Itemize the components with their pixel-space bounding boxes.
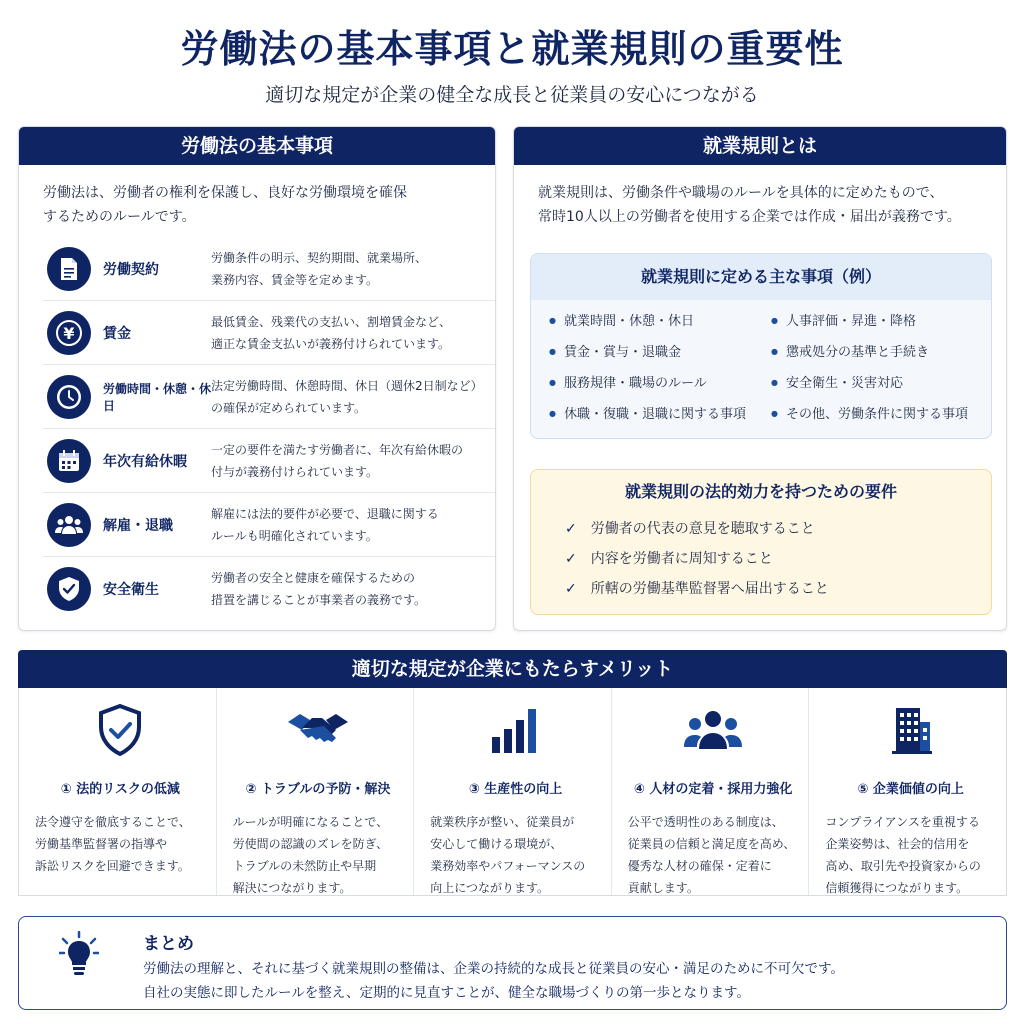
law-item-name: 年次有給休暇 — [103, 453, 187, 470]
merit-desc: コンプライアンスを重視する 企業姿勢は、社会的信用を 高め、取引先や投資家からの 信頼獲得につながります。 — [825, 815, 981, 895]
merit-desc: 法令遵守を徹底することで、 労働基準監督署の指導や 訴訟リスクを回避できます。 — [35, 815, 191, 873]
merit-card-trouble — [217, 688, 415, 895]
labor-law-heading: 労働法の基本事項 — [19, 127, 495, 165]
merit-card-legal-risk — [19, 688, 217, 895]
law-item-safety — [43, 557, 495, 621]
document-icon — [47, 247, 91, 291]
requirements-box — [530, 469, 992, 615]
merit-desc: 就業秩序が整い、従業員が 安心して働ける環境が、 業務効率やパフォーマンスの 向上につながります。 — [430, 815, 586, 895]
shield-check-icon — [35, 702, 206, 758]
yen-icon — [47, 311, 91, 355]
law-item-wage — [43, 301, 495, 365]
team-icon — [628, 702, 799, 758]
law-item-name: 解雇・退職 — [103, 517, 173, 534]
labor-law-intro — [19, 165, 495, 229]
merit-title: ③ 生産性の向上 — [468, 782, 563, 797]
requirements-list — [531, 514, 991, 604]
law-item-name: 賃金 — [103, 325, 131, 342]
list-item: ● 安全衛生・災害対応 — [771, 372, 993, 395]
list-item: ● 懲戒処分の基準と手続き — [771, 341, 993, 364]
merit-card-talent — [612, 688, 810, 895]
merits-heading: 適切な規定が企業にもたらすメリット — [18, 650, 1007, 688]
list-item: ● 休職・復職・退職に関する事項 — [549, 403, 771, 426]
merits-row — [18, 688, 1007, 896]
labor-law-list — [43, 237, 495, 621]
merit-desc: ルールが明確になることで、 労使間の認識のズレを防ぎ、 トラブルの未然防止や早期 解決につながります。 — [232, 815, 389, 895]
merit-title: ④ 人材の定着・採用力強化 — [633, 782, 793, 797]
intro-line: するためのルールです。 — [43, 209, 196, 225]
law-item-desc: 労働条件の明示、契約期間、就業場所、 業務内容、賃金等を定めます。 — [211, 250, 428, 287]
law-item-name: 労働時間・休憩・休日 — [103, 381, 212, 413]
law-item-name: 労働契約 — [103, 261, 159, 278]
merit-card-corporate-value — [809, 688, 1006, 895]
law-item-desc: 労働者の安全と健康を確保するための 措置を講じることが事業者の義務です。 — [211, 571, 427, 607]
checkmark-icon: ✓ — [565, 551, 577, 567]
law-item-desc: 解雇には法的要件が必要で、退職に関する ルールも明確化されています。 — [211, 506, 439, 543]
list-item: ● その他、労働条件に関する事項 — [771, 403, 993, 426]
merit-title: ⑤ 企業価値の向上 — [857, 782, 964, 797]
law-item-dismissal — [43, 493, 495, 557]
law-item-desc: 最低賃金、残業代の支払い、割増賃金など、 適正な賃金支払いが義務付けられています。 — [211, 314, 452, 351]
list-item: ✓ 労働者の代表の意見を聴取すること — [565, 521, 815, 537]
merit-card-productivity — [414, 688, 612, 895]
merit-desc: 公平で透明性のある制度は、 従業員の信頼と満足度を高め、 優秀な人材の確保・定着に 貢献します。 — [627, 815, 796, 895]
building-icon — [825, 702, 996, 758]
work-rules-panel — [513, 126, 1007, 631]
list-item: ● 就業時間・休憩・休日 — [549, 310, 771, 333]
list-item: ✓ 所轄の労働基準監督署へ届出すること — [565, 581, 829, 597]
list-item: ● 服務規律・職場のルール — [549, 372, 771, 395]
work-rules-items-box — [530, 253, 992, 439]
intro-line: 就業規則は、労働条件や職場のルールを具体的に定めたもので、 — [538, 185, 944, 201]
list-item: ● 人事評価・昇進・降格 — [771, 310, 993, 333]
svg-text:¥: ¥ — [63, 323, 75, 343]
labor-law-panel — [18, 126, 496, 631]
summary-line: 労働法の理解と、それに基づく就業規則の整備は、企業の持続的な成長と従業員の安心・満足のために不可欠です。 — [143, 961, 844, 977]
law-item-paid-leave — [43, 429, 495, 493]
summary-box — [18, 916, 1007, 1010]
requirements-heading: 就業規則の法的効力を持つための要件 — [624, 482, 897, 501]
bar-chart-icon — [430, 702, 601, 758]
merit-title: ① 法的リスクの低減 — [60, 782, 180, 797]
page-title: 労働法の基本事項と就業規則の重要性 — [180, 27, 844, 71]
people-icon — [47, 503, 91, 547]
items-grid — [531, 300, 991, 426]
list-item: ● 賃金・賞与・退職金 — [549, 341, 771, 364]
clock-icon — [47, 375, 91, 419]
items-box-heading: 就業規則に定める主な事項（例） — [531, 254, 991, 300]
law-item-name: 安全衛生 — [103, 582, 159, 598]
law-item-desc: 一定の要件を満たす労働者に、年次有給休暇の 付与が義務付けられています。 — [211, 442, 464, 479]
summary-title: まとめ — [143, 934, 194, 954]
work-rules-heading: 就業規則とは — [514, 127, 1006, 165]
merit-title: ② トラブルの予防・解決 — [245, 782, 391, 797]
law-item-contract — [43, 237, 495, 301]
checkmark-icon: ✓ — [565, 581, 577, 597]
work-rules-intro — [514, 165, 1006, 229]
handshake-icon — [233, 702, 404, 758]
law-item-desc: 法定労働時間、休憩時間、休日（週休2日制など） の確保が定められています。 — [211, 378, 483, 415]
page-subtitle: 適切な規定が企業の健全な成長と従業員の安心につながる — [265, 84, 759, 106]
intro-line: 労働法は、労働者の権利を保護し、良好な労働環境を確保 — [43, 185, 407, 201]
summary-text — [143, 957, 844, 1005]
lightbulb-icon — [59, 931, 99, 981]
intro-line: 常時10人以上の労働者を使用する企業では作成・届出が義務です。 — [538, 209, 961, 225]
shield-icon — [47, 567, 91, 611]
law-item-hours — [43, 365, 495, 429]
checkmark-icon: ✓ — [565, 521, 577, 537]
summary-line: 自社の実態に即したルールを整え、定期的に見直すことが、健全な職場づくりの第一歩となります。 — [143, 985, 750, 1001]
list-item: ✓ 内容を労働者に周知すること — [565, 551, 773, 567]
calendar-icon — [47, 439, 91, 483]
